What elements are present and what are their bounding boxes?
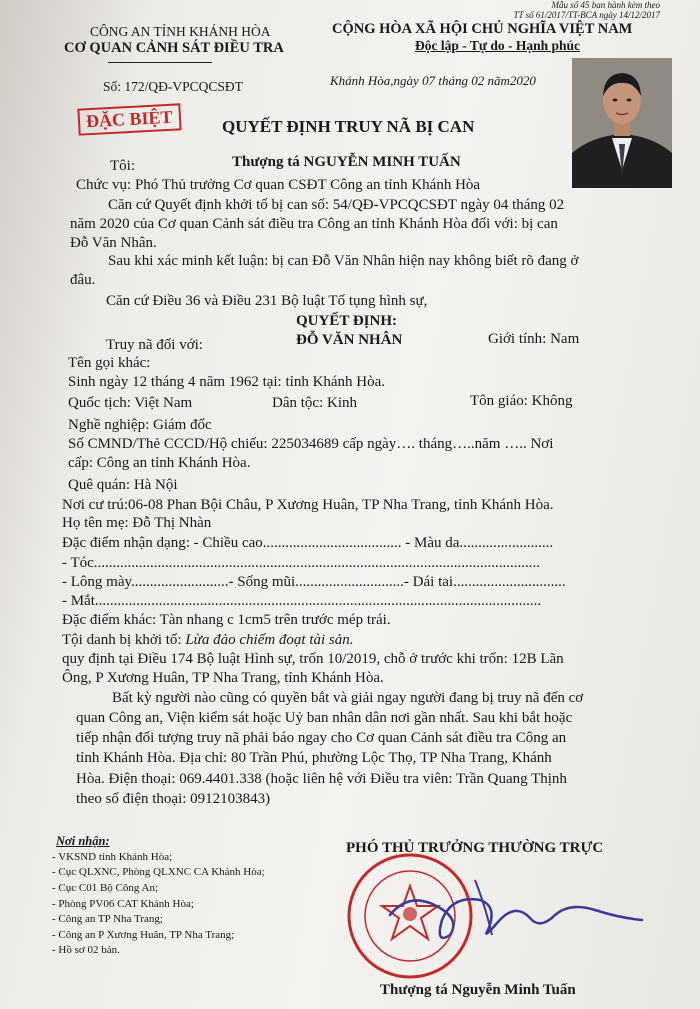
signature-title: PHÓ THỦ TRƯỞNG THƯỜNG TRỰC bbox=[346, 840, 604, 856]
form-reference-line: Mẫu số 45 ban hành kèm theo bbox=[551, 0, 660, 10]
wanted-id-line: Số CMND/Thẻ CCCD/Hộ chiếu: 225034689 cấp ngày…. tháng…..năm ….. Nơi bbox=[68, 436, 554, 452]
document-number: Số: 172/QĐ-VPCQCSĐT bbox=[103, 79, 243, 94]
charge-label: Tội danh bị khởi tố: bbox=[62, 632, 182, 648]
features-line: Đặc điểm nhận dạng: - Chiều cao..................................... - Màu da......................... bbox=[62, 535, 554, 551]
recipient-item: - Công an TP Nha Trang; bbox=[52, 913, 163, 925]
notice-line: quan Công an, Viện kiểm sát hoặc Uỷ ban nhân dân nơi gần nhất. Sau khi bắt hoặc bbox=[76, 710, 573, 726]
preamble-line: đâu. bbox=[70, 272, 96, 288]
agency-underline bbox=[108, 62, 212, 63]
form-reference-note bbox=[513, 0, 660, 20]
document-title: QUYẾT ĐỊNH TRUY NÃ BỊ CAN bbox=[222, 117, 475, 136]
issuer-position-label: Chức vụ: bbox=[76, 177, 132, 193]
wanted-birth: Sinh ngày 12 tháng 4 năm 1962 tại: tỉnh Khánh Hòa. bbox=[68, 374, 386, 390]
issuer-line bbox=[110, 158, 135, 175]
recipient-item: - Cục C01 Bộ Công An; bbox=[52, 882, 159, 894]
recipient-item: - Công an P Xương Huân, TP Nha Trang; bbox=[52, 929, 235, 941]
agency-line-1: CÔNG AN TỈNH KHÁNH HÒA bbox=[90, 24, 271, 39]
recipients-title: Nơi nhận: bbox=[56, 834, 110, 848]
wanted-id-line: cấp: Công an tỉnh Khánh Hòa. bbox=[68, 455, 251, 471]
recipient-item: - VKSND tỉnh Khánh Hòa; bbox=[52, 851, 173, 863]
wanted-nationality: Quốc tịch: Việt Nam bbox=[68, 395, 193, 411]
preamble-line: Căn cứ Điều 36 và Điều 231 Bộ luật Tố tụng hình sự, bbox=[106, 293, 428, 309]
wanted-label: Truy nã đối với: bbox=[106, 337, 203, 353]
preamble-line: Sau khi xác minh kết luận: bị can Đỗ Văn Nhân hiện nay không biết rõ đang ở bbox=[108, 253, 579, 269]
preamble-line: năm 2020 của Cơ quan Cảnh sát điều tra Công an tỉnh Khánh Hòa đối với: bị can bbox=[70, 216, 558, 232]
signer-name: Thượng tá Nguyễn Minh Tuấn bbox=[380, 982, 576, 998]
issuer-name: Thượng tá NGUYỄN MINH TUẤN bbox=[232, 154, 461, 170]
law-line: Ông, P Xương Huân, TP Nha Trang, tỉnh Khánh Hòa. bbox=[62, 670, 384, 686]
other-features: Đặc điểm khác: Tàn nhang c 1cm5 trên trước mép trái. bbox=[62, 612, 391, 628]
notice-line: Hòa. Điện thoại: 069.4401.338 (hoặc liên hệ với Điều tra viên: Trần Quang Thịnh bbox=[76, 771, 567, 787]
preamble-line: Căn cứ Quyết định khởi tố bị can số: 54/QĐ-VPCQCSĐT ngày 04 tháng 02 bbox=[108, 197, 565, 213]
issuer-position-line bbox=[76, 177, 480, 194]
preamble-line: Đỗ Văn Nhân. bbox=[70, 235, 157, 251]
features-line: - Tóc....................................................................................................................... bbox=[62, 555, 541, 571]
agency-line-2: CƠ QUAN CẢNH SÁT ĐIỀU TRA bbox=[64, 40, 284, 56]
notice-line: tỉnh Khánh Hòa. Địa chỉ: 80 Trần Phú, phường Lộc Thọ, TP Nha Trang, Khánh bbox=[76, 750, 552, 766]
recipient-item: - Hồ sơ 02 bản. bbox=[52, 944, 120, 956]
features-line: - Mắt....................................................................................................................... bbox=[62, 593, 542, 609]
charge-value: Lừa đảo chiếm đoạt tài sản. bbox=[185, 632, 354, 648]
decision-heading: QUYẾT ĐỊNH: bbox=[296, 313, 397, 329]
issuer-position: Phó Thủ trưởng Cơ quan CSĐT Công an tỉnh Khánh Hòa bbox=[134, 177, 481, 193]
wanted-religion: Tôn giáo: Không bbox=[470, 393, 573, 409]
recipient-item: - Phòng PV06 CAT Khánh Hòa; bbox=[52, 898, 194, 910]
wanted-hometown: Quê quán: Hà Nội bbox=[68, 477, 178, 493]
wanted-residence: Nơi cư trú:06-08 Phan Bội Châu, P Xương Huân, TP Nha Trang, tỉnh Khánh Hòa. bbox=[62, 497, 554, 513]
special-stamp: ĐẶC BIỆT bbox=[77, 103, 181, 135]
recipient-item: - Cục QLXNC, Phòng QLXNC CA Khánh Hòa; bbox=[52, 866, 265, 878]
notice-line: Bất kỳ người nào cũng có quyền bắt và giải ngay người đang bị truy nã đến cơ bbox=[112, 690, 584, 706]
wanted-occupation: Nghề nghiệp: Giám đốc bbox=[68, 417, 212, 433]
form-reference-line: TT số 61/2017/TT-BCA ngày 14/12/2017 bbox=[513, 10, 660, 20]
wanted-name: ĐỖ VĂN NHÂN bbox=[296, 332, 403, 348]
notice-line: theo số điện thoại: 0912103843) bbox=[76, 791, 271, 807]
republic-title: CỘNG HÒA XÃ HỘI CHỦ NGHĨA VIỆT NAM bbox=[332, 21, 633, 37]
wanted-ethnicity: Dân tộc: Kinh bbox=[272, 395, 357, 411]
charge-line bbox=[62, 632, 354, 649]
issuer-label: Tôi: bbox=[110, 158, 135, 174]
law-line: quy định tại Điều 174 Bộ luật Hình sự, trốn 10/2019, chỗ ở trước khi trốn: 12B Lãn bbox=[62, 651, 564, 667]
features-line: - Lông mày..........................- Sống mũi.............................- Dái tai.............................. bbox=[62, 574, 566, 590]
wanted-other-names: Tên gọi khác: bbox=[68, 355, 151, 371]
wanted-mother: Họ tên mẹ: Đỗ Thị Nhàn bbox=[62, 515, 212, 531]
wanted-gender: Giới tính: Nam bbox=[488, 331, 580, 347]
handwritten-signature bbox=[380, 860, 650, 950]
notice-line: tiếp nhận đối tượng truy nã phải báo ngay cho Cơ quan Cảnh sát điều tra Công an bbox=[76, 730, 567, 746]
place-and-date: Khánh Hòa,ngày 07 tháng 02 năm2020 bbox=[330, 73, 536, 88]
suspect-photo bbox=[572, 58, 672, 188]
republic-motto: Độc lập - Tự do - Hạnh phúc bbox=[415, 38, 581, 53]
